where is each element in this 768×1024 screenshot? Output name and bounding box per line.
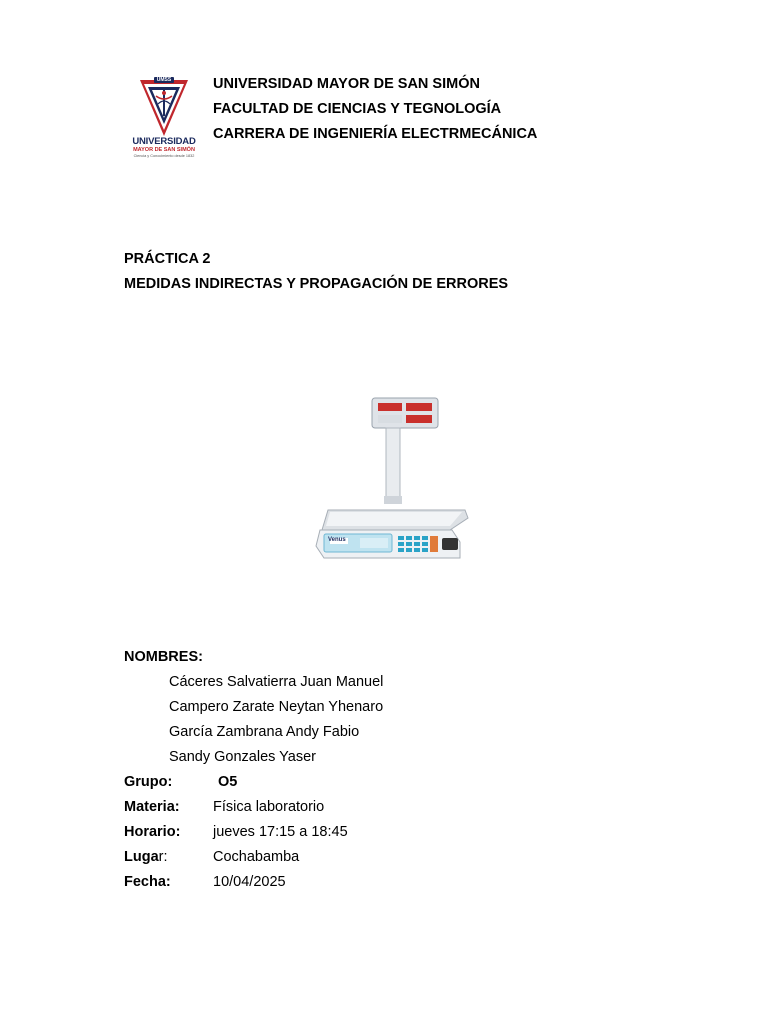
lugar-label-bold: Luga — [124, 849, 159, 865]
grupo-label: Grupo: — [124, 774, 173, 790]
lugar-value: Cochabamba — [213, 849, 300, 865]
practice-title: PRÁCTICA 2 — [124, 251, 211, 267]
university-shield-icon — [126, 76, 202, 138]
materia-label: Materia: — [124, 799, 180, 815]
horario-label: Horario: — [124, 824, 181, 840]
practice-subject: MEDIDAS INDIRECTAS Y PROPAGACIÓN DE ERRORES — [124, 276, 509, 292]
lugar-label — [124, 849, 168, 865]
university-name: UNIVERSIDAD MAYOR DE SAN SIMÓN — [213, 76, 480, 92]
grupo-value: O5 — [218, 774, 238, 790]
career-name: CARRERA DE INGENIERÍA ELECTRMECÁNICA — [213, 126, 538, 142]
university-logo — [126, 76, 202, 166]
scale-brand: Venus — [328, 537, 346, 543]
logo-tagline: Ciencia y Conocimiento desde 1832 — [133, 154, 195, 158]
logo-badge-text: UMSS — [156, 77, 172, 83]
logo-subtitle: MAYOR DE SAN SIMÓN — [133, 147, 195, 153]
lugar-label-rest: r: — [158, 849, 168, 865]
materia-value: Física laboratorio — [213, 799, 325, 815]
horario-value: jueves 17:15 a 18:45 — [213, 824, 348, 840]
name-item: Campero Zarate Neytan Yhenaro — [169, 699, 384, 715]
faculty-name: FACULTAD DE CIENCIAS Y TEGNOLOGÍA — [213, 101, 502, 117]
logo-word: UNIVERSIDAD — [132, 136, 196, 147]
fecha-label: Fecha: — [124, 874, 171, 890]
fecha-value: 10/04/2025 — [213, 874, 286, 890]
name-item: Sandy Gonzales Yaser — [169, 749, 316, 765]
name-item: García Zambrana Andy Fabio — [169, 724, 360, 740]
name-item: Cáceres Salvatierra Juan Manuel — [169, 674, 384, 690]
names-label: NOMBRES: — [124, 649, 203, 665]
digital-scale-image — [300, 390, 480, 570]
